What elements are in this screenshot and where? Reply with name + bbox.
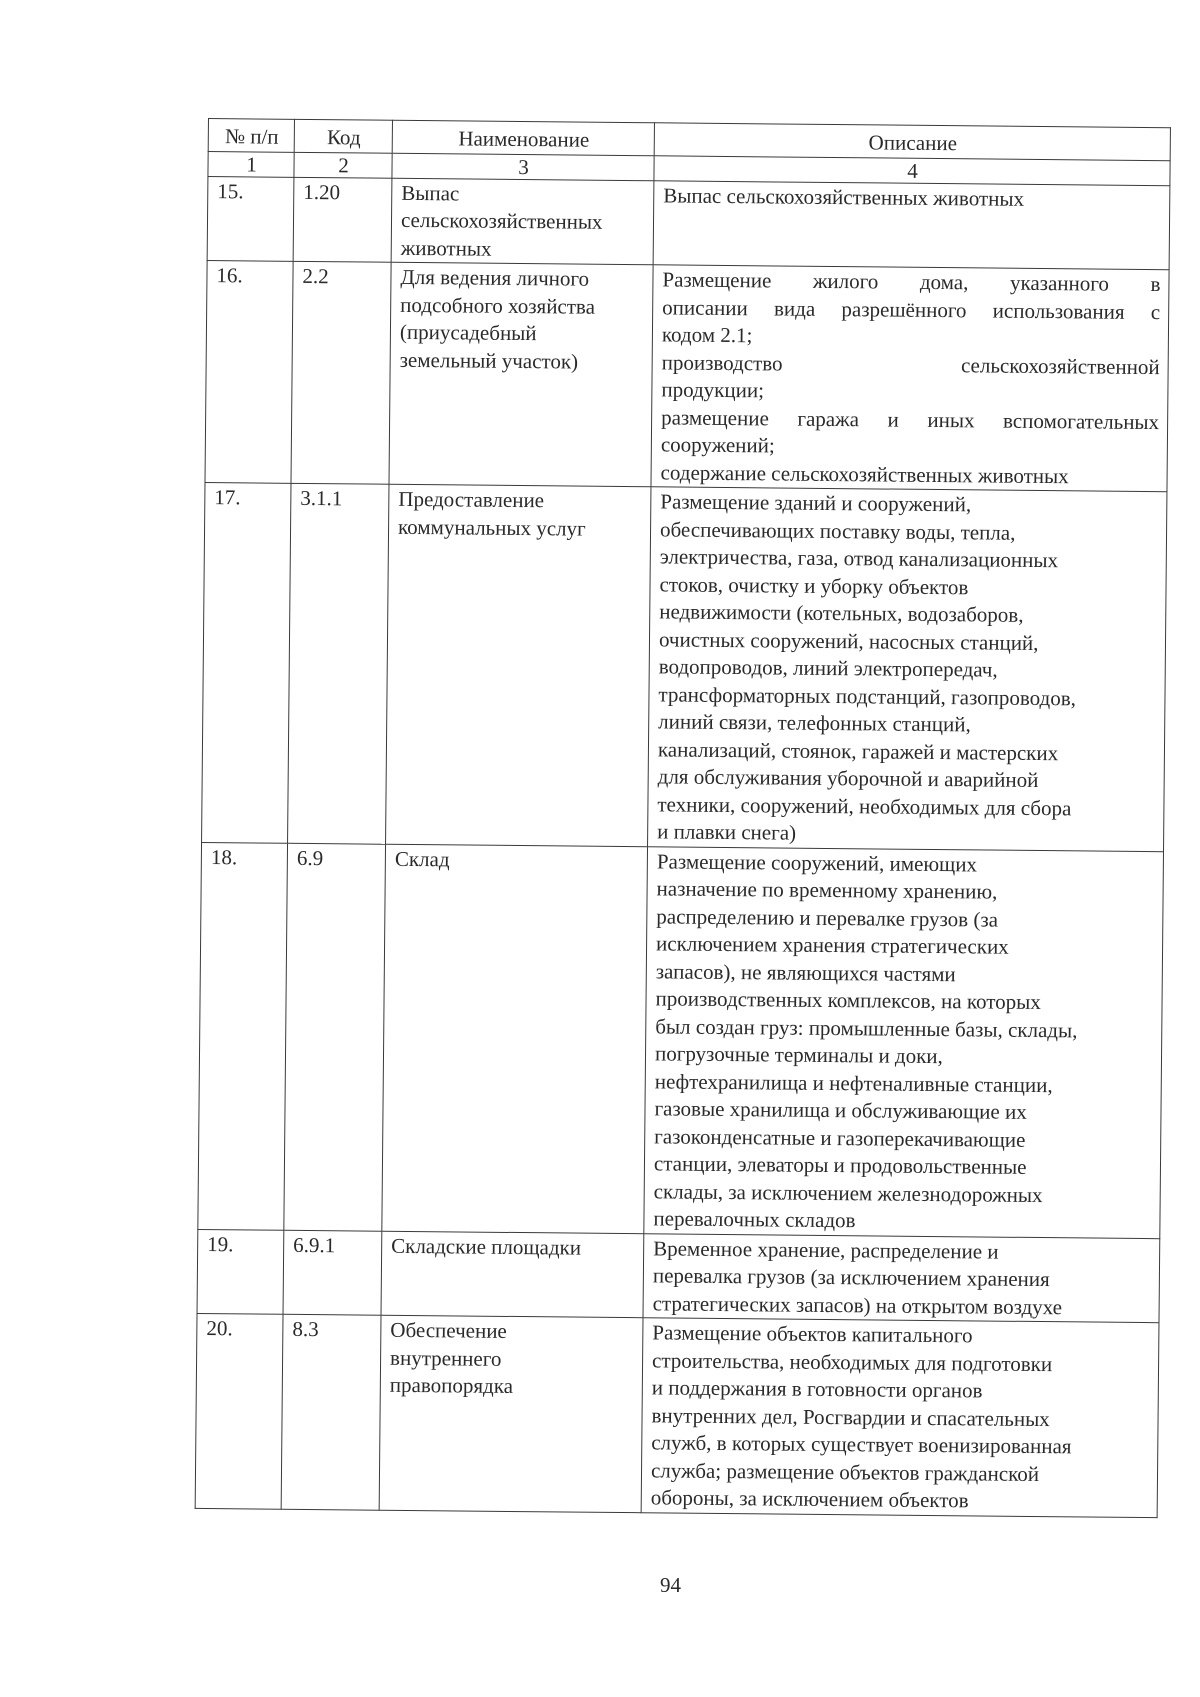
description-line: распределению и перевалке грузов (за [656, 903, 999, 932]
name-line: сельскохозяйственных [400, 207, 603, 234]
description-line: станции, элеваторы и продовольственные [653, 1151, 1027, 1179]
description-line: стоков, очистку и уборку объектов [659, 571, 969, 599]
description-line: Размещение сооружений, имеющих [656, 848, 978, 876]
header-desc: Описание [654, 123, 1170, 160]
name-line: Складские площадки [391, 1233, 582, 1260]
description-line: размещение гаража и иных вспомогательных [661, 404, 1160, 434]
description-line: для обслуживания уборочной и аварийной [657, 764, 1039, 793]
table-row [195, 1313, 1159, 1517]
description-line: техники, сооружений, необходимых для сбора [657, 791, 1072, 820]
description-line: линий связи, телефонных станций, [658, 709, 971, 737]
row-number: 16. [205, 260, 293, 483]
description-line: недвижимости (котельных, водозаборов, [659, 599, 1024, 627]
table-row [205, 260, 1169, 491]
row-code: 1.20 [293, 177, 392, 262]
row-number: 19. [197, 1229, 284, 1314]
column-number: 3 [392, 153, 654, 181]
name-line: Обеспечение [390, 1317, 507, 1343]
description-line: нефтехранилища и нефтеналивные станции, [654, 1068, 1053, 1097]
row-description [653, 180, 1170, 269]
description-line: сооружений; [660, 432, 775, 458]
name-line: внутреннего [389, 1345, 502, 1371]
page-number: 94 [660, 1573, 681, 1597]
description-line: обороны, за исключением объектов [650, 1485, 969, 1513]
description-line: назначение по временному хранению, [656, 876, 998, 904]
description-line: очистных сооружений, насосных станций, [658, 626, 1039, 655]
row-code: 8.3 [281, 1314, 381, 1509]
description-line: продукции; [661, 377, 765, 403]
row-description [648, 487, 1167, 851]
description-line: канализаций, стоянок, гаражей и мастерских [657, 736, 1059, 765]
description-line: строительства, необходимых для подготовки [651, 1347, 1053, 1376]
name-line: правопорядка [389, 1372, 514, 1398]
row-code: 6.9.1 [283, 1230, 382, 1315]
table-body [195, 176, 1170, 1517]
row-description [643, 1233, 1160, 1322]
column-number: 4 [654, 155, 1170, 185]
description-line: стратегических запасов) на открытом воздухе [652, 1290, 1063, 1319]
table-row [207, 176, 1170, 270]
description-line: и поддержания в готовности органов [651, 1375, 983, 1403]
description-line: Размещение объектов капитального [652, 1320, 973, 1348]
name-line: Склад [394, 846, 450, 871]
name-line: Выпас [401, 180, 460, 205]
table-row [198, 842, 1164, 1238]
row-number: 15. [207, 176, 294, 261]
row-code: 2.2 [291, 261, 391, 484]
row-name [379, 1315, 643, 1512]
row-name [386, 484, 651, 846]
header-num: № п/п [208, 119, 294, 152]
description-line: запасов), не являющихся частями [655, 958, 956, 986]
description-line: Размещение зданий и сооружений, [660, 489, 972, 517]
row-name [382, 844, 648, 1233]
description-line: Размещение жилого дома, указанного в [662, 267, 1161, 297]
description-line: перевалка грузов (за исключением хранения [652, 1263, 1050, 1292]
name-line: животных [400, 235, 492, 261]
row-description [651, 265, 1169, 492]
description-line: служб, в которых существует военизированная [651, 1430, 1072, 1459]
table-row [197, 1229, 1160, 1323]
description-line: содержание сельскохозяйственных животных [660, 459, 1069, 488]
column-number: 1 [208, 151, 294, 177]
row-number: 18. [198, 842, 288, 1230]
description-line: водопроводов, линий электропередач, [658, 654, 998, 682]
name-line: Для ведения личного [400, 264, 590, 291]
description-line: погрузочные терминалы и доки, [654, 1041, 943, 1069]
description-line: газовые хранилища и обслуживающие их [654, 1096, 1027, 1124]
description-line: Выпас сельскохозяйственных животных [663, 182, 1025, 211]
description-line: Временное хранение, распределение и [653, 1235, 999, 1264]
row-number: 17. [202, 482, 291, 842]
header-name: Наименование [392, 120, 654, 155]
description-line: был создан груз: промышленные базы, склады, [655, 1013, 1078, 1042]
description-line: внутренних дел, Росгвардии и спасательных [651, 1402, 1050, 1431]
description-line: производство сельскохозяйственной [661, 349, 1160, 379]
name-line: земельный участок) [399, 347, 579, 374]
description-line: и плавки снега) [657, 819, 797, 845]
description-line: кодом 2.1; [661, 322, 753, 348]
table-row [202, 482, 1167, 851]
row-description [644, 846, 1164, 1238]
description-line: описании вида разрешённого использования с [662, 294, 1161, 324]
description-line: трансформаторных подстанций, газопроводов, [658, 681, 1077, 710]
name-line: подсобного хозяйства [400, 292, 596, 319]
description-line: производственных комплексов, на которых [655, 986, 1041, 1015]
land-use-table [195, 118, 1171, 1518]
column-number: 2 [294, 152, 392, 178]
row-number: 20. [195, 1313, 283, 1508]
header-code: Код [294, 119, 392, 152]
description-line: исключением хранения стратегических [655, 931, 1009, 959]
description-line: перевалочных складов [653, 1206, 856, 1233]
description-line: газоконденсатные и газоперекачивающие [654, 1123, 1026, 1152]
description-line: обеспечивающих поставку воды, тепла, [659, 516, 1016, 545]
description-line: электричества, газа, отвод канализационных [659, 544, 1059, 573]
row-code: 3.1.1 [288, 483, 389, 843]
row-name [391, 178, 654, 265]
description-line: служба; размещение объектов гражданской [650, 1457, 1040, 1486]
row-name [381, 1231, 644, 1318]
description-line: склады, за исключением железнодорожных [653, 1178, 1043, 1207]
name-line: коммунальных услуг [397, 514, 586, 541]
name-line: (приусадебный [399, 319, 537, 346]
row-name [389, 262, 653, 487]
row-description [641, 1318, 1159, 1517]
row-code: 6.9 [284, 843, 386, 1231]
name-line: Предоставление [398, 486, 545, 513]
